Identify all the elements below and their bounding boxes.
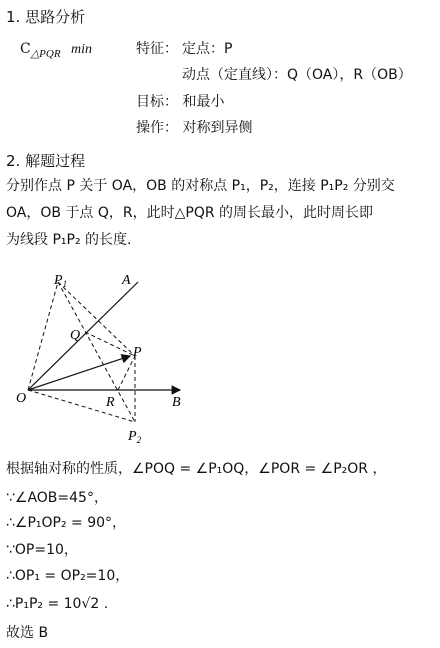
section1-title: 1. 思路分析: [6, 8, 86, 26]
paragraph-line-1: 分别作点 P 关于 OA，OB 的对称点 P₁，P₂，连接 P₁P₂ 分别交: [6, 178, 395, 194]
proof-line-2: ∵∠AOB=45°，: [6, 490, 108, 506]
label-P1: $P_1$: [54, 273, 68, 289]
c-symbol: C: [20, 41, 31, 57]
paragraph-line-2: OA，OB 于点 Q，R，此时△PQR 的周长最小，此时周长即: [6, 205, 374, 221]
ray-OA: [28, 282, 138, 390]
label-R: R: [106, 395, 115, 410]
proof-line-6: ∴P₁P₂ = 10√2 .: [6, 596, 109, 612]
c-subscript: △PQR: [30, 47, 61, 60]
dashed-OP2: [28, 390, 135, 422]
moving-point: 动点（定直线）：Q（OA），R（OB）: [182, 67, 412, 83]
label-O: O: [16, 391, 27, 406]
dashed-P1P2: [58, 282, 135, 422]
proof-line-3: ∴∠P₁OP₂ = 90°，: [6, 515, 127, 531]
label-P: P: [133, 345, 142, 360]
perimeter-min-expression: [20, 40, 92, 63]
answer: 故选 B: [6, 625, 49, 641]
section2-title: 2. 解题过程: [6, 152, 86, 170]
segment-OP: [28, 356, 130, 390]
feature-label: 特征：: [136, 41, 178, 57]
target: 目标： 和最小: [136, 94, 225, 110]
proof-line-1: 根据轴对称的性质，∠POQ = ∠P₁OQ，∠POR = ∠P₂OR ，: [6, 461, 387, 477]
geometry-figure: [0, 260, 220, 450]
operation: 操作： 对称到异侧: [136, 120, 253, 136]
dashed-P1P: [58, 282, 135, 356]
label-Q: Q: [70, 328, 81, 343]
paragraph-line-3: 为线段 P₁P₂ 的长度.: [6, 232, 132, 248]
dashed-RP: [118, 356, 135, 390]
c-min: min: [71, 42, 93, 57]
dashed-OP1: [28, 282, 58, 390]
fixed-point: 定点：P: [182, 41, 233, 57]
label-A: A: [122, 273, 131, 288]
label-B: B: [172, 395, 181, 410]
proof-line-4: ∵OP=10，: [6, 542, 78, 558]
proof-line-5: ∴OP₁ = OP₂=10，: [6, 568, 130, 584]
label-P2: $P_2$: [128, 429, 142, 445]
